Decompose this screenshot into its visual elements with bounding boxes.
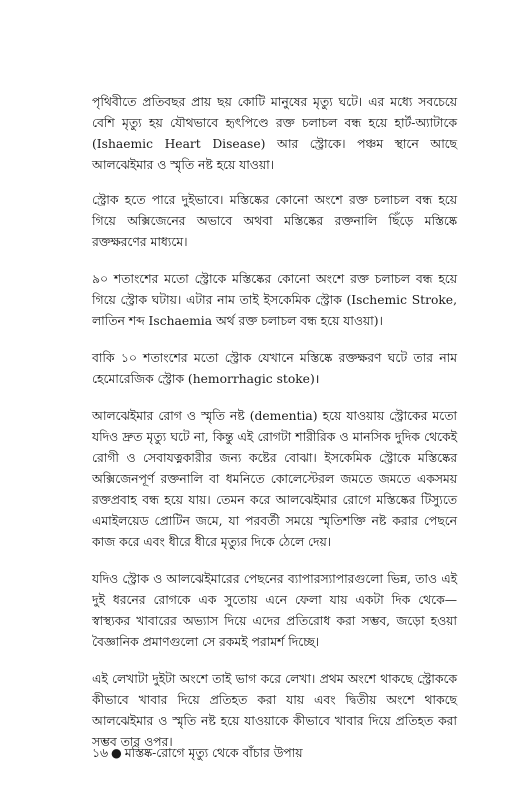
- paragraph-hemorrhagic-stroke: বাকি ১০ শতাংশের মতো স্ট্রোক যেখানে মস্তিষ্কে রক্তক্ষরণ ঘটে তার নাম হেমোরেজিক স্ট্রোক (hemorrhagic stoke)।: [92, 351, 457, 386]
- paragraph-prevention: যদিও স্ট্রোক ও আলঝেইমারের পেছনের ব্যাপারস্যাপারগুলো ভিন্ন, তাও এই দুই ধরনের রোগকে এক সুতোয় এনে ফেলা যায় একটা দিক থেকে— স্বাস্থ্যকর খাবারের অভ্যাস দিয়ে এদের প্রতিরোধ করা সম্ভব, জড়ো হওয়া বৈজ্ঞানিক প্রমাণগুলো সে রকমই পরামর্শ দিচ্ছে।: [92, 572, 457, 649]
- paragraph-stroke-types: স্ট্রোক হতে পারে দুইভাবে। মস্তিষ্কের কোনো অংশে রক্ত চলাচল বন্ধ হয়ে গিয়ে অক্সিজেনের অভাবে অথবা মস্তিষ্কের রক্তনালি ছিঁড়ে মস্তিষ্কে রক্তক্ষরণের মাধ্যমে।: [92, 193, 457, 249]
- paragraph-ischemic-stroke: ৯০ শতাংশের মতো স্ট্রোকে মস্তিষ্কের কোনো অংশে রক্ত চলাচল বন্ধ হয়ে গিয়ে স্ট্রোক ঘটায়। এটার নাম তাই ইসকেমিক স্ট্রোক (Ischemic Stroke, লাতিন শব্দ Ischaemia অর্থ রক্ত চলাচল বন্ধ হয়ে যাওয়া)।: [92, 272, 457, 328]
- page-body: [92, 92, 457, 769]
- paragraph-mortality-stats: পৃথিবীতে প্রতিবছর প্রায় ছয় কোটি মানুষের মৃত্যু ঘটে। এর মধ্যে সবচেয়ে বেশি মৃত্যু হয় যৌথভাবে হৃৎপিণ্ডে রক্ত চলাচল বন্ধ হয়ে হার্ট-অ্যাটাকে (Ishaemic Heart Disease) আর স্ট্রোকে। পঞ্চম স্থানে আছে আলঝেইমার ও স্মৃতি নষ্ট হয়ে যাওয়া।: [92, 95, 457, 172]
- paragraph-structure: এই লেখাটা দুইটা অংশে তাই ভাগ করে লেখা। প্রথম অংশে থাকছে স্ট্রোককে কীভাবে খাবার দিয়ে প্রতিহত করা যায় এবং দ্বিতীয় অংশে থাকছে আলঝেইমার ও স্মৃতি নষ্ট হয়ে যাওয়াকে কীভাবে খাবার দিয়ে প্রতিহত করা সম্ভব তার ওপর।: [92, 672, 457, 749]
- page-footer: [92, 744, 302, 762]
- page-number: ১৬: [92, 746, 108, 760]
- bullet-separator: ●: [110, 746, 122, 760]
- paragraph-alzheimer: আলঝেইমার রোগ ও স্মৃতি নষ্ট (dementia) হয়ে যাওয়ায় স্ট্রোকের মতো যদিও দ্রুত মৃত্যু ঘটে না, কিন্তু এই রোগটা শারীরিক ও মানসিক দুদিক থেকেই রোগী ও সেবাযত্নকারীর জন্য কষ্টের বোঝা। ইসকেমিক স্ট্রোকে মস্তিষ্কের অক্সিজেনপূর্ণ রক্তনালি বা ধমনিতে কোলেস্টেরল জমতে জমতে একসময় রক্তপ্রবাহ বন্ধ হয়ে যায়। তেমন করে আলঝেইমার রোগে মস্তিষ্কের টিস্যুতে এমাইলয়েড প্রোটিন জমে, যা পরবর্তী সময়ে স্মৃতিশক্তি নষ্ট করার পেছনে কাজ করে এবং ধীরে ধীরে মৃত্যুর দিকে ঠেলে দেয়।: [92, 409, 457, 549]
- running-title: মস্তিষ্ক-রোগে মৃত্যু থেকে বাঁচার উপায়: [124, 746, 303, 760]
